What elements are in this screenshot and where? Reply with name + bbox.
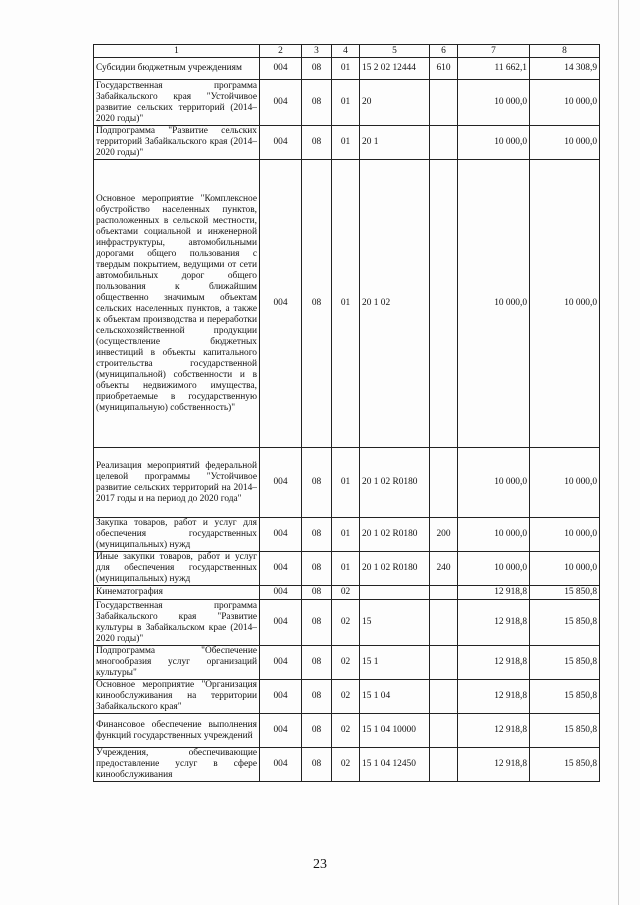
cell-expense-type [430, 646, 458, 680]
cell-section: 08 [302, 748, 332, 782]
cell-section: 08 [302, 518, 332, 552]
cell-subsection: 01 [332, 448, 360, 518]
cell-expense-type [430, 448, 458, 518]
cell-ministry-code: 004 [260, 80, 302, 126]
cell-section: 08 [302, 714, 332, 748]
cell-subsection: 02 [332, 748, 360, 782]
column-header: 3 [302, 45, 332, 58]
cell-ministry-code: 004 [260, 714, 302, 748]
cell-section: 08 [302, 448, 332, 518]
cell-amount-year1: 12 918,8 [458, 600, 530, 646]
cell-expense-type [430, 680, 458, 714]
column-header: 1 [94, 45, 260, 58]
cell-amount-year2: 10 000,0 [530, 552, 600, 586]
cell-expense-type [430, 714, 458, 748]
cell-amount-year2: 15 850,8 [530, 714, 600, 748]
cell-item-name: Иные закупки товаров, работ и услуг для обеспечения государственных (муниципальных) нужд [94, 552, 260, 586]
cell-expense-type [430, 586, 458, 600]
table-row [94, 714, 600, 748]
table-header-row [94, 45, 600, 58]
table-row [94, 80, 600, 126]
cell-item-name: Финансовое обеспечение выполнения функций государственных учреждений [94, 714, 260, 748]
cell-expense-type [430, 600, 458, 646]
cell-amount-year2: 15 850,8 [530, 586, 600, 600]
cell-amount-year1: 10 000,0 [458, 160, 530, 448]
cell-amount-year1: 10 000,0 [458, 448, 530, 518]
cell-ministry-code: 004 [260, 646, 302, 680]
cell-target-article: 20 1 02 R0180 [360, 552, 430, 586]
budget-table [93, 44, 600, 782]
cell-amount-year2: 15 850,8 [530, 748, 600, 782]
cell-amount-year2: 15 850,8 [530, 600, 600, 646]
cell-subsection: 01 [332, 80, 360, 126]
cell-ministry-code: 004 [260, 600, 302, 646]
cell-amount-year1: 10 000,0 [458, 80, 530, 126]
cell-ministry-code: 004 [260, 518, 302, 552]
cell-target-article: 15 1 04 10000 [360, 714, 430, 748]
table-row [94, 748, 600, 782]
cell-subsection: 01 [332, 552, 360, 586]
cell-amount-year2: 10 000,0 [530, 126, 600, 160]
cell-target-article: 15 1 [360, 646, 430, 680]
cell-expense-type: 200 [430, 518, 458, 552]
table-row [94, 448, 600, 518]
cell-ministry-code: 004 [260, 58, 302, 80]
table-row [94, 586, 600, 600]
cell-subsection: 02 [332, 714, 360, 748]
cell-target-article: 20 1 02 [360, 160, 430, 448]
cell-ministry-code: 004 [260, 680, 302, 714]
column-header: 5 [360, 45, 430, 58]
table-row [94, 600, 600, 646]
cell-target-article: 15 2 02 12444 [360, 58, 430, 80]
cell-subsection: 01 [332, 58, 360, 80]
cell-target-article: 20 [360, 80, 430, 126]
cell-amount-year1: 12 918,8 [458, 586, 530, 600]
table-row [94, 58, 600, 80]
table-row [94, 646, 600, 680]
cell-item-name: Государственная программа Забайкальского края "Развитие культуры в Забайкальском крае (2014–2020 годы)" [94, 600, 260, 646]
table-row [94, 552, 600, 586]
page-edge [618, 0, 619, 905]
cell-item-name: Государственная программа Забайкальского края "Устойчивое развитие сельских территорий (2014–2020 годы)" [94, 80, 260, 126]
cell-section: 08 [302, 600, 332, 646]
cell-item-name: Реализация мероприятий федеральной целевой программы "Устойчивое развитие сельских территорий на 2014–2017 годы и на период до 2020 года" [94, 448, 260, 518]
cell-item-name: Учреждения, обеспечивающие предоставление услуг в сфере кинообслуживания [94, 748, 260, 782]
cell-expense-type [430, 748, 458, 782]
table-row [94, 680, 600, 714]
table-body [94, 58, 600, 782]
cell-subsection: 01 [332, 518, 360, 552]
cell-section: 08 [302, 586, 332, 600]
cell-subsection: 02 [332, 600, 360, 646]
cell-amount-year1: 10 000,0 [458, 126, 530, 160]
cell-amount-year2: 10 000,0 [530, 518, 600, 552]
cell-item-name: Подпрограмма "Развитие сельских территорий Забайкальского края (2014–2020 годы)" [94, 126, 260, 160]
cell-target-article [360, 586, 430, 600]
table-row [94, 518, 600, 552]
cell-expense-type: 240 [430, 552, 458, 586]
cell-section: 08 [302, 80, 332, 126]
cell-ministry-code: 004 [260, 126, 302, 160]
column-header: 4 [332, 45, 360, 58]
cell-target-article: 15 1 04 12450 [360, 748, 430, 782]
cell-item-name: Подпрограмма "Обеспечение многообразия услуг организаций культуры" [94, 646, 260, 680]
cell-ministry-code: 004 [260, 160, 302, 448]
cell-amount-year1: 10 000,0 [458, 552, 530, 586]
cell-amount-year2: 10 000,0 [530, 160, 600, 448]
cell-amount-year1: 12 918,8 [458, 646, 530, 680]
cell-amount-year2: 15 850,8 [530, 646, 600, 680]
cell-section: 08 [302, 552, 332, 586]
column-header: 6 [430, 45, 458, 58]
cell-subsection: 02 [332, 586, 360, 600]
cell-target-article: 20 1 [360, 126, 430, 160]
cell-expense-type: 610 [430, 58, 458, 80]
cell-item-name: Основное мероприятие "Комплексное обустройство населенных пунктов, расположенных в сельской местности, объектами социальной и инженерной инфраструктуры, автомобильными дорогами общего пользования с твердым покрытием, ведущими от сети автомобильных дорог общего пользования к ближайшим общественно значимым объектам сельских населенных пунктов, а также к объектам производства и переработки сельскохозяйственной продукции (осуществление бюджетных инвестиций в объекты капитального строительства государственной (муниципальной) собственности и в объекты недвижимого имущества, приобретаемые в государственную (муниципальную) собственность)" [94, 160, 260, 448]
cell-amount-year1: 12 918,8 [458, 680, 530, 714]
cell-ministry-code: 004 [260, 748, 302, 782]
cell-subsection: 01 [332, 160, 360, 448]
cell-section: 08 [302, 126, 332, 160]
cell-section: 08 [302, 160, 332, 448]
cell-section: 08 [302, 646, 332, 680]
cell-target-article: 20 1 02 R0180 [360, 518, 430, 552]
cell-target-article: 15 1 04 [360, 680, 430, 714]
cell-ministry-code: 004 [260, 448, 302, 518]
column-header: 2 [260, 45, 302, 58]
cell-amount-year2: 10 000,0 [530, 448, 600, 518]
cell-subsection: 02 [332, 680, 360, 714]
cell-expense-type [430, 160, 458, 448]
column-header: 8 [530, 45, 600, 58]
cell-amount-year1: 12 918,8 [458, 714, 530, 748]
cell-amount-year2: 10 000,0 [530, 80, 600, 126]
cell-amount-year1: 12 918,8 [458, 748, 530, 782]
cell-amount-year2: 15 850,8 [530, 680, 600, 714]
page-number: 23 [313, 857, 327, 872]
cell-item-name: Основное мероприятие "Организация кинообслуживания на территории Забайкальского края" [94, 680, 260, 714]
cell-amount-year1: 11 662,1 [458, 58, 530, 80]
cell-expense-type [430, 80, 458, 126]
cell-subsection: 02 [332, 646, 360, 680]
cell-section: 08 [302, 58, 332, 80]
cell-ministry-code: 004 [260, 552, 302, 586]
cell-amount-year1: 10 000,0 [458, 518, 530, 552]
cell-ministry-code: 004 [260, 586, 302, 600]
cell-section: 08 [302, 680, 332, 714]
cell-expense-type [430, 126, 458, 160]
cell-amount-year2: 14 308,9 [530, 58, 600, 80]
table-row [94, 160, 600, 448]
table-row [94, 126, 600, 160]
cell-item-name: Закупка товаров, работ и услуг для обеспечения государственных (муниципальных) нужд [94, 518, 260, 552]
cell-item-name: Субсидии бюджетным учреждениям [94, 58, 260, 80]
cell-target-article: 15 [360, 600, 430, 646]
cell-target-article: 20 1 02 R0180 [360, 448, 430, 518]
column-header: 7 [458, 45, 530, 58]
cell-subsection: 01 [332, 126, 360, 160]
cell-item-name: Кинематография [94, 586, 260, 600]
